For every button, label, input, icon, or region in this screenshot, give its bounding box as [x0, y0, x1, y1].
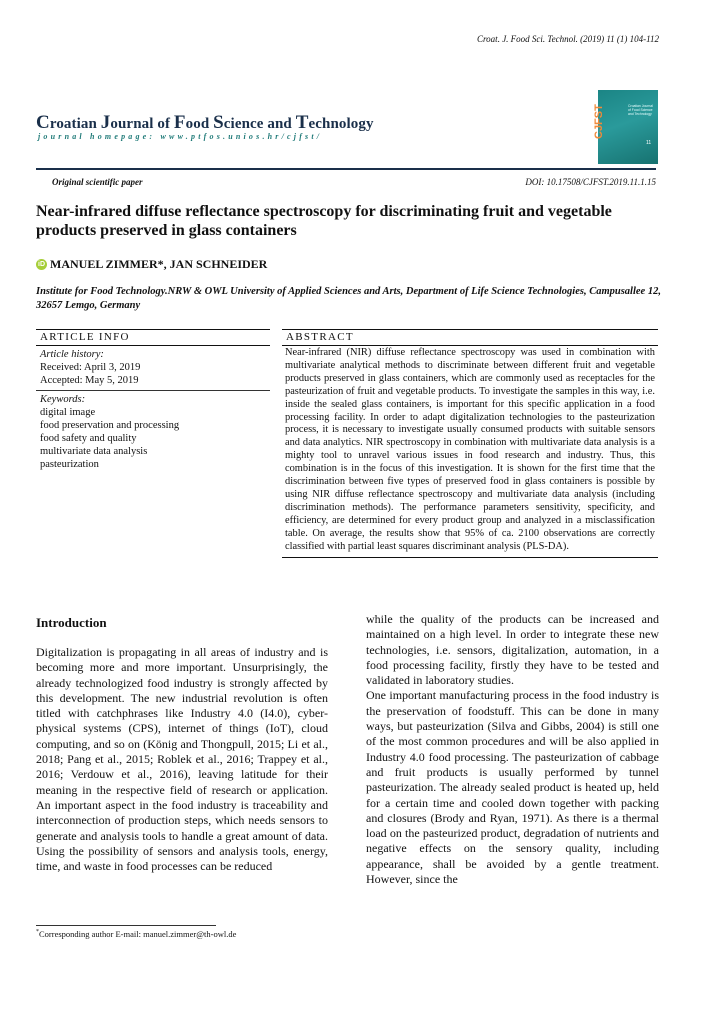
- journal-title-part: S: [213, 112, 224, 133]
- keywords-label: Keywords:: [40, 394, 86, 405]
- accepted-date: Accepted: May 5, 2019: [40, 375, 139, 386]
- footnote-marker: *: [36, 929, 39, 936]
- keywords-block: [36, 391, 270, 474]
- journal-title-part: ournal of: [110, 116, 174, 132]
- running-head: Croat. J. Food Sci. Technol. (2019) 11 (1) 104-112: [477, 34, 659, 44]
- journal-title-part: roatian: [49, 116, 101, 132]
- received-date: Received: April 3, 2019: [40, 362, 141, 373]
- affiliation: Institute for Food Technology.NRW & OWL University of Applied Sciences and Arts, Department of Life Science Technologies, Campusallee 12, 32657 Lemgo, Germany: [36, 286, 661, 311]
- journal-title-part: echnology: [308, 116, 374, 132]
- introduction-paragraph: while the quality of the products can be increased and maintained on a high level. In order to integrate these new technologies, i.e. sensors, digitalization, automation, in a food processing facility, firstly they have to be tested and validated in laboratory studies.: [366, 612, 659, 688]
- journal-title-part: F: [173, 112, 186, 133]
- journal-title-part: ood: [185, 116, 214, 132]
- body-column-left: [36, 612, 328, 874]
- authors: MANUEL ZIMMER*, JAN SCHNEIDER: [50, 257, 268, 271]
- journal-title-part: C: [36, 112, 50, 133]
- cover-number: 11: [646, 140, 652, 146]
- footnote-rule: [36, 925, 216, 926]
- introduction-paragraph: One important manufacturing process in the food industry is the preservation of foodstuff. This can be done in many ways, but pasteurization (Silva and Gibbs, 2004) is still one of the most common procedures and will be also applied in Industry 4.0 food processing. The pasteurization of cabbage and fruit products is usually performed by tunnel pasteurization. The already sealed product is heated up, held for a certain time and cooled down together with packing and closures (Brody and Ryan, 1971). As there is a thermal load on the pasteurized product, degradation of nutrients and negative effects on the sensory quality, including appearance, shall be avoided by a gentle treatment. However, since the: [366, 688, 659, 887]
- article-info-heading: ARTICLE INFO: [36, 329, 270, 346]
- introduction-heading: Introduction: [36, 615, 107, 630]
- article-info-panel: [36, 329, 270, 474]
- keyword-item: multivariate data analysis: [40, 446, 148, 457]
- cover-logo: CJFST: [593, 104, 605, 139]
- history-label: Article history:: [40, 349, 104, 360]
- journal-title[interactable]: [36, 112, 374, 134]
- abstract-text: Near-infrared (NIR) diffuse reflectance spectroscopy was used in combination with multivariate analytical methods to discriminate between different fruit and vegetable products preserved in glass containers, which are commonly used as receptacles for the pasteurization of fruit and vegetable products. To investigate the samples in this way, i.e. inside the sealed glass containers, is important for this specific application in a food processing facility. In order to adapt digitalization technologies to the pasteurization process, it is necessary to investigate usually consumed products with suitable sensors and data analytics. NIR spectroscopy in combination with multivariate data analysis is a mighty tool to unravel various issues in food research and industry. Thus, this combination is in the focus of this investigation. It is shown for the first time that the discrimination between five types of preserved food in glass containers is possible by using NIR diffuse reflectance spectroscopy and multivariate data analysis (including discrimination methods). The performance parameters sensitivity, specificity, and efficiency, are determined for every product group and analyzed in a misclassification table. On average, the results show that 95% of ca. 2100 observations are correctly classified with partial least squares discriminant analysis (PLS-DA).: [282, 346, 658, 558]
- header-rule: [36, 168, 656, 170]
- journal-cover-image: [593, 90, 658, 164]
- footnote: [36, 929, 236, 939]
- keyword-item: digital image: [40, 407, 96, 418]
- keyword-item: food preservation and processing: [40, 420, 180, 431]
- keyword-item: pasteurization: [40, 459, 99, 470]
- introduction-paragraph: Digitalization is propagating in all areas of industry and is becoming more and more important. Unsurprisingly, the already technologized food industry is strongly affected by this development. The new industrial revolution is often titled with catchphrases like Industry 4.0 (I4.0), cyber-physical systems (CPS), internet of things (IoT), cloud computing, and so on (König and Thongpull, 2015; Li et al., 2018; Pang et al., 2015; Roblek et al., 2016; Trappey et al., 2016; Verdouw et al., 2016), leaving latitude for their meaning in the respective field of research or application. An important aspect in the food industry is traceability and interconnection of production steps, which needs sensors to generate and analysis tools to handle a great amount of data. Using the possibility of sensors and analysis tools, energy, time, and waste in food processes can be reduced: [36, 645, 328, 874]
- abstract-panel: [282, 329, 658, 558]
- article-type: Original scientific paper: [52, 177, 143, 187]
- abstract-heading: ABSTRACT: [282, 329, 658, 346]
- doi-link[interactable]: DOI: 10.17508/CJFST.2019.11.1.15: [525, 177, 656, 187]
- body-column-right: [366, 612, 659, 887]
- authors-line: [36, 257, 267, 272]
- journal-title-part: cience and: [223, 116, 296, 132]
- cover-title: Croatian Journal of Food Science and Technology: [628, 104, 653, 116]
- corresponding-author-email[interactable]: Corresponding author E-mail: manuel.zimmer@th-owl.de: [39, 929, 237, 939]
- keyword-item: food safety and quality: [40, 433, 137, 444]
- journal-title-part: J: [100, 112, 111, 133]
- orcid-icon[interactable]: iD: [38, 261, 45, 268]
- journal-title-part: T: [295, 112, 309, 133]
- article-history: [36, 346, 270, 391]
- paper-title: Near-infrared diffuse reflectance spectroscopy for discriminating fruit and vegetable products preserved in glass containers: [36, 203, 612, 239]
- journal-homepage-link[interactable]: journal homepage: www.ptfos.unios.hr/cjfst/: [38, 132, 323, 141]
